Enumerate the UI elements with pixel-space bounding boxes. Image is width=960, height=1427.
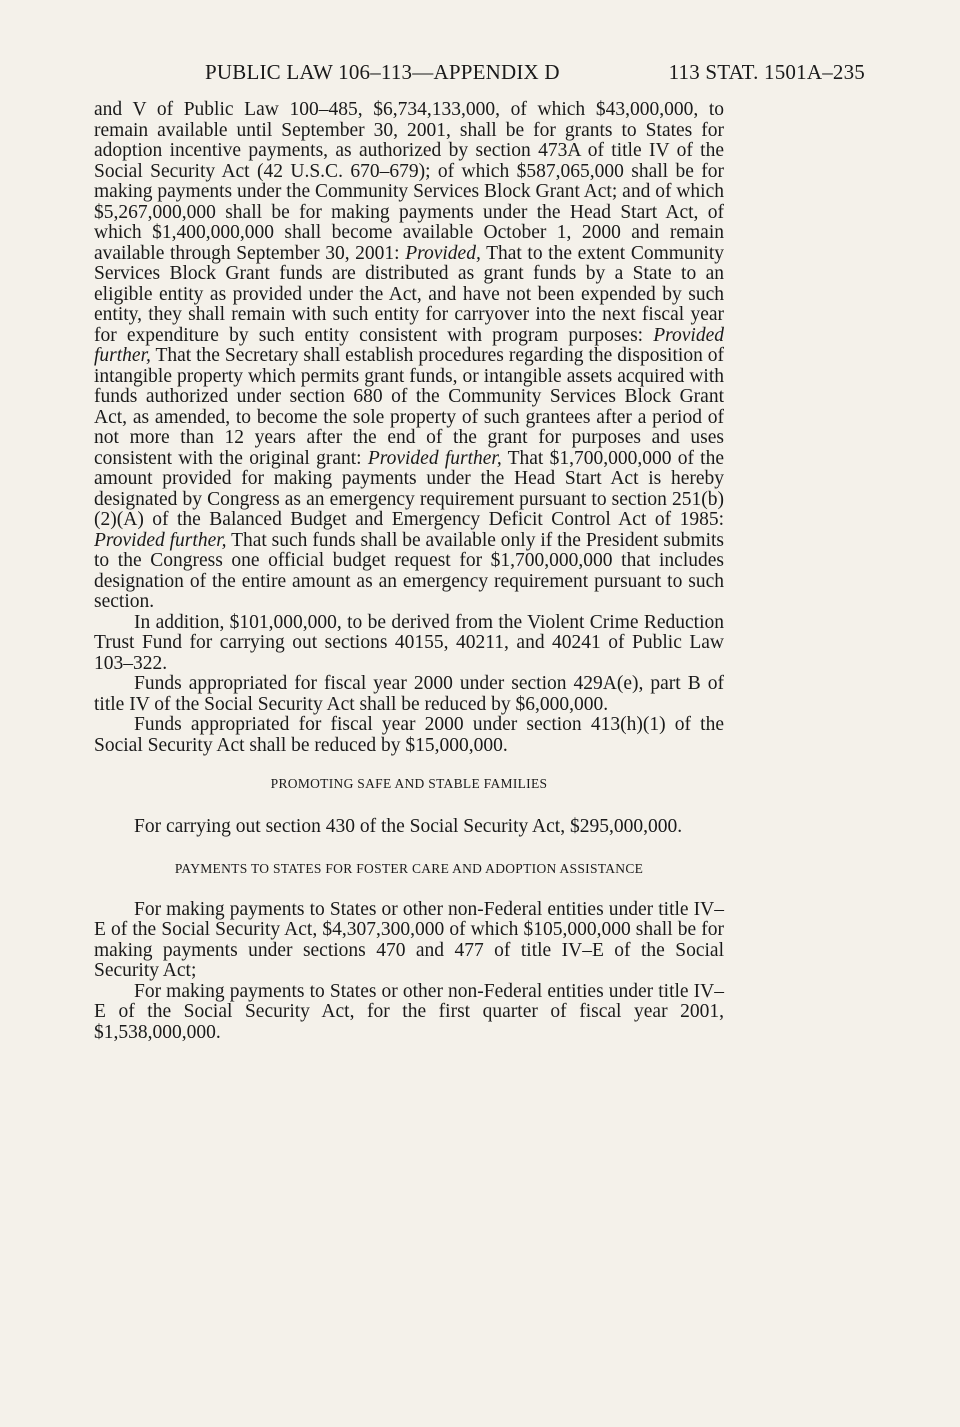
body-text xyxy=(94,100,724,1043)
statute-page-number: 113 STAT. 1501A–235 xyxy=(668,60,865,84)
section-heading-safe-stable-families: PROMOTING SAFE AND STABLE FAMILIES xyxy=(270,776,548,791)
law-title: PUBLIC LAW 106–113—APPENDIX D xyxy=(205,60,560,84)
paragraph-first-quarter-payments: For making payments to States or other non-Federal entities under title IV–E of the Social Security Act, for the first quarter of fiscal year 2001, $1,538,000,000. xyxy=(94,980,724,1043)
section-heading-foster-care-adoption: PAYMENTS TO STATES FOR FOSTER CARE AND ADOPTION ASSISTANCE xyxy=(174,861,644,876)
paragraph-violent-crime-fund: In addition, $101,000,000, to be derived from the Violent Crime Reduction Trust Fund for carrying out sections 40155, 40211, and 40241 of Public Law 103–322. xyxy=(94,611,724,674)
paragraph-section-429a-reduction: Funds appropriated for fiscal year 2000 under section 429A(e), part B of title IV of the Social Security Act shall be reduced by $6,000,000. xyxy=(94,673,724,715)
running-header xyxy=(205,60,865,90)
paragraph-title-ive-payments: For making payments to States or other non-Federal entities under title IV–E of the Social Security Act, $4,307,300,000 of which $105,000,000 shall be for making payments under sections 470 and 477 of title IV–E of the Social Security Act; xyxy=(94,898,724,981)
paragraph-section-430: For carrying out section 430 of the Social Security Act, $295,000,000. xyxy=(134,815,683,837)
paragraph-section-413-reduction: Funds appropriated for fiscal year 2000 under section 413(h)(1) of the Social Security Act shall be reduced by $15,000,000. xyxy=(94,714,724,756)
paragraph-appropriations-continued: and V of Public Law 100–485, $6,734,133,000, of which $43,000,000, to remain available until September 30, 2001, shall be for grants to States for adoption incentive payments, as authorized by section 473A of title IV of the Social Security Act (42 U.S.C. 670–679); of which $587,065,000 shall be for making payments under the Community Services Block Grant Act; and of which $5,267,000,000 shall be for making payments under the Head Start Act, of which $1,400,000,000 shall become available October 1, 2000 and remain available through September 30, 2001: Provided, That to the extent Community Services Block Grant funds are distributed as grant funds by a State to an eligible entity as provided under the Act, and have not been expended by such entity, they shall remain with such entity for carryover into the next fiscal year for expenditure by such entity consistent with program purposes: Provided further, That the Secretary shall establish procedures regarding the disposition of intangible property which permits grant funds, or intangible assets acquired with funds authorized under section 680 of the Community Services Block Grant Act, as amended, to become the sole property of such grantees after a period of not more than 12 years after the end of the grant for purposes and uses consistent with the original grant: Provided further, That $1,700,000,000 of the amount provided for making payments under the Head Start Act is hereby designated by Congress as an emergency requirement pursuant to section 251(b)(2)(A) of the Balanced Budget and Emergency Deficit Control Act of 1985: Provided further, That such funds shall be available only if the President submits to the Congress one official budget request for $1,700,000,000 that includes designation of the entire amount as an emergency requirement pursuant to such section. xyxy=(94,99,725,612)
